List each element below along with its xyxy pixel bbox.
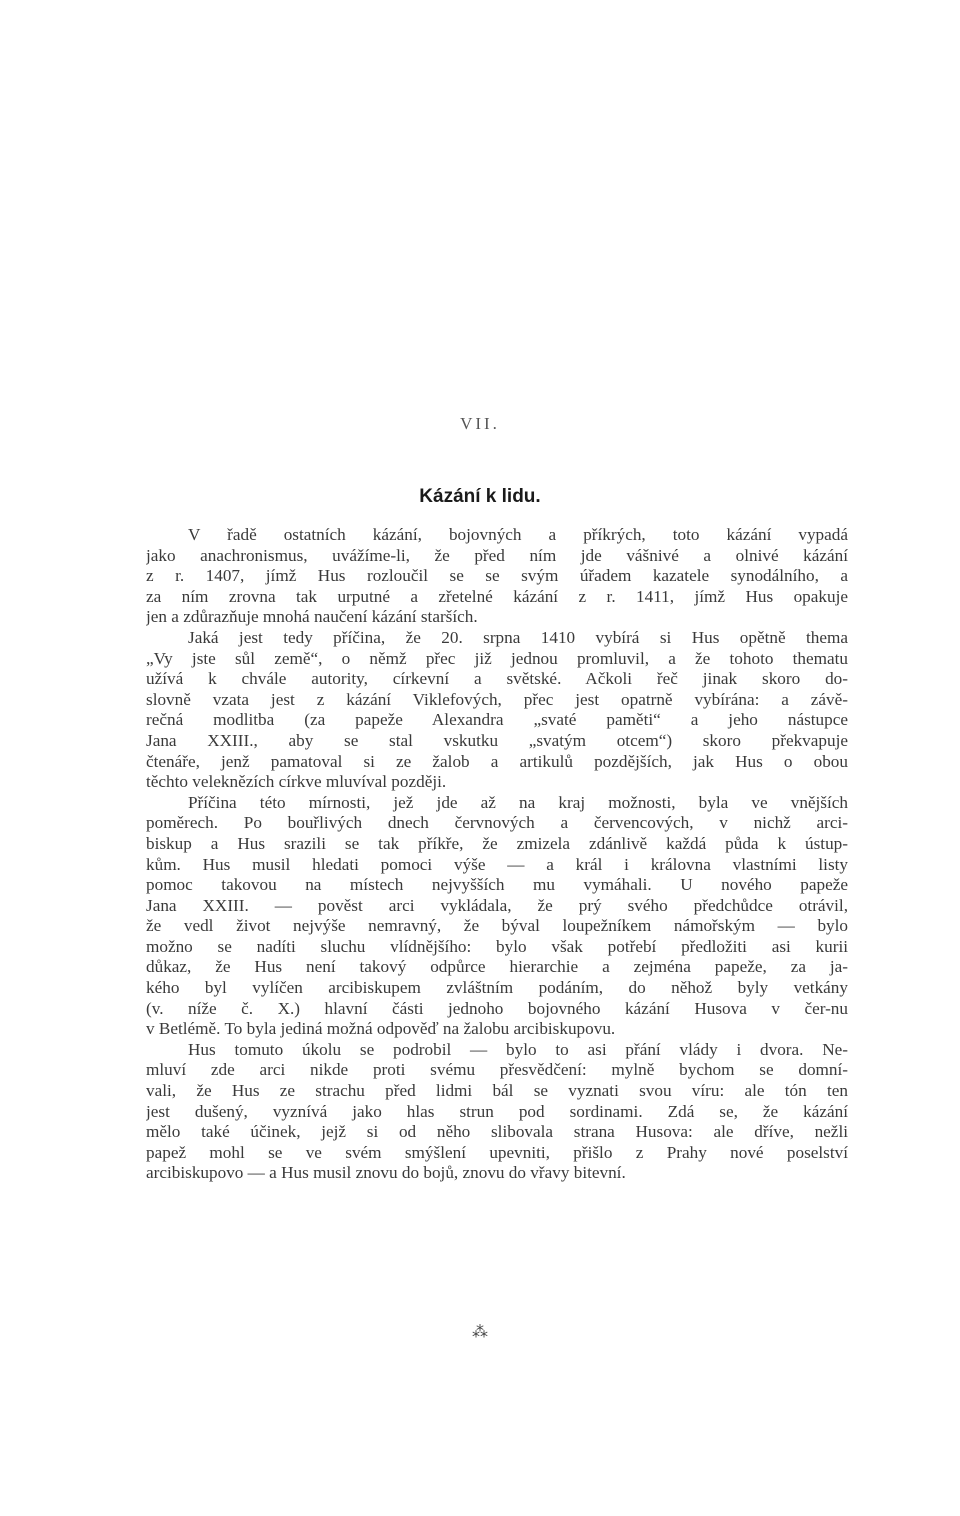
text-line: poměrech. Po bouřlivých dnech červnových a červencových, v nichž arci- [146,813,848,833]
text-line: kům. Hus musil hledati pomoci výše — a král i královna vlastními listy [146,854,848,874]
text-line: jako anachronismus, uvážíme-li, že před ním jde vášnivé a olnivé kázání [146,545,848,565]
text-line: mluví zde arci nikde proti svému přesvědčení: mylně bychom se domní- [146,1060,848,1080]
text-line: V řadě ostatních kázání, bojovných a příkrých, toto kázání vypadá [188,525,848,544]
text-line: „Vy jste sůl země“, o němž přec již jednou promluvil, a že tohoto thematu [146,648,848,668]
text-line: kého byl vylíčen arcibiskupem zvláštním podáním, do něhož byly vetkány [146,978,848,998]
text-line: jest dušený, vyznívá jako hlas strun pod sordinami. Zdá se, že kázání [146,1101,848,1121]
text-line: možno se nadíti sluchu vlídnějšího: bylo však potřebí předložiti asi kurii [146,936,848,956]
text-line: biskup a Hus srazili se tak příkře, že zmizela zdánlivě každá půda k ústup- [146,833,848,853]
body-text [146,525,848,1184]
text-line: pomoc takovou na místech nejvyšších mu vymáhali. U nového papeže [146,875,848,895]
text-line: (v. níže č. X.) hlavní části jednoho bojovného kázání Husova v čer-nu [146,998,848,1018]
text-line: v Betlémě. To byla jediná možná odpověď na žalobu arcibiskupovu. [146,1019,616,1039]
text-line: Jana XXIII. — pověst arci vykládala, že prý svého předchůdce otrávil, [146,895,848,915]
text-line: Jana XXIII., aby se stal vskutku „svatým otcem“) skoro překvapuje [146,730,848,750]
text-line: Jaká jest tedy příčina, že 20. srpna 1410 vybírá si Hus opětně thema [188,627,848,647]
text-line: papež mohl se ve svém smýšlení upevniti, přišlo z Prahy nové poselství [146,1142,848,1162]
text-line: těchto veleknězích církve mluvíval později. [146,772,447,792]
section-ornament: ⁂ [472,1322,488,1341]
chapter-title: Kázání k lidu. [419,486,541,507]
text-line: za ním zrovna tak urputné a zřetelné kázání z r. 1411, jímž Hus opakuje [146,586,848,606]
text-line: jen a zdůrazňuje mnohá naučení kázání starších. [146,607,478,627]
text-line: z r. 1407, jímž Hus rozloučil se se svým úřadem kazatele synodálního, a [146,566,848,586]
text-line: vali, že Hus ze strachu před lidmi bál se vyznati svou víru: ale tón ten [146,1081,848,1101]
text-line: důkaz, že Hus není takový odpůrce hierarchie a zejména papeže, za ja- [146,957,848,977]
text-line: Hus tomuto úkolu se podrobil — bylo to asi přání vlády i dvora. Ne- [188,1039,848,1059]
text-line: Příčina této mírnosti, jež jde až na kraj možnosti, byla ve vnějších [188,792,848,812]
text-line: slovně vzata jest z kázání Viklefových, přec jest opatrně vybírána: a závě- [146,689,848,709]
text-line: rečná modlitba (za papeže Alexandra „svaté paměti“ a jeho nástupce [146,710,848,730]
text-line: čtenáře, jenž pamatoval si ze žalob a artikulů pozdějších, jak Hus o obou [146,751,848,771]
chapter-number: VII. [460,414,500,433]
text-line: mělo také účinek, jejž si od něho slibovala strana Husova: ale dříve, nežli [146,1122,848,1142]
text-line: užívá k chvále autority, církevní a světské. Ačkoli řeč jinak skoro do- [146,669,848,689]
text-line: arcibiskupovo — a Hus musil znovu do bojů, znovu do vřavy bitevní. [146,1163,626,1183]
text-line: že vedl život nejvýše nemravný, že býval loupežníkem námořským — bylo [146,916,848,936]
